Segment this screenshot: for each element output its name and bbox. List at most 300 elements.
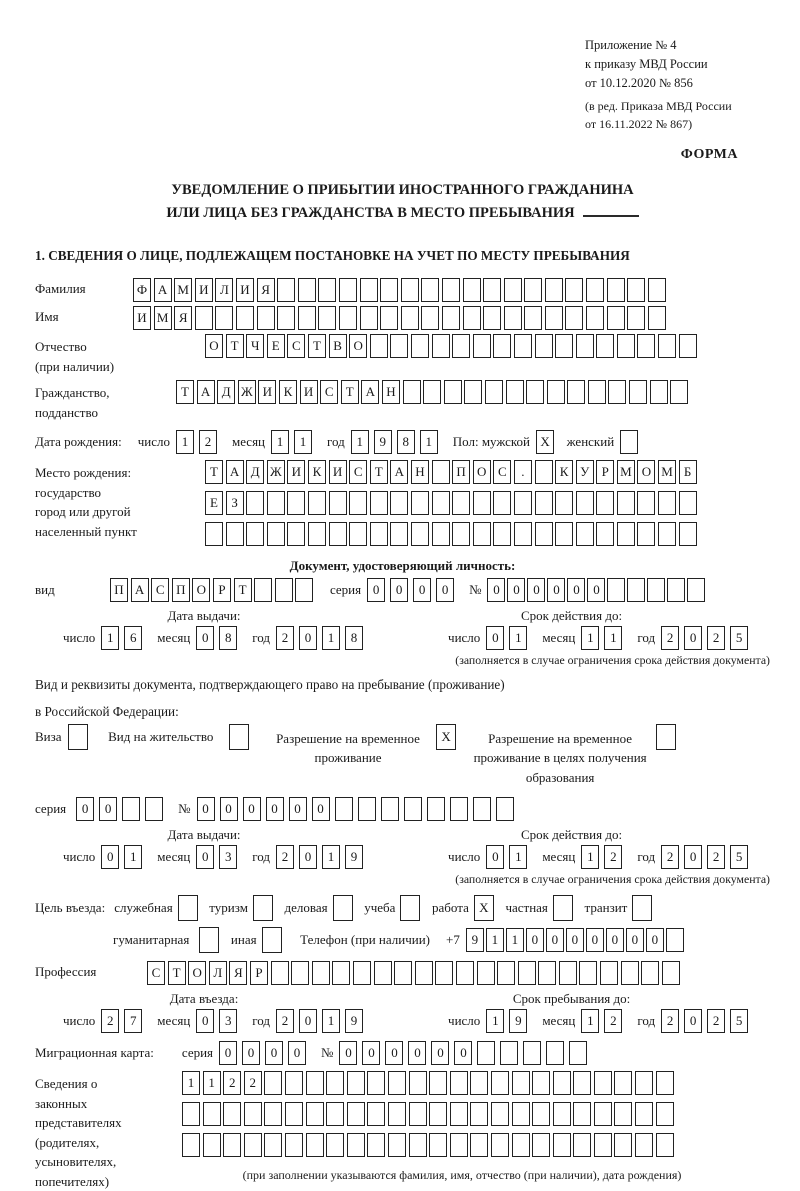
char-box[interactable] [306,1102,324,1126]
char-box[interactable] [326,1102,344,1126]
char-box[interactable] [349,522,367,546]
char-box[interactable] [450,1102,468,1126]
char-box[interactable] [267,491,285,515]
char-box[interactable] [506,380,524,404]
char-box[interactable] [553,1071,571,1095]
char-box[interactable]: 2 [276,845,294,869]
char-box[interactable]: 8 [219,626,237,650]
char-box[interactable] [429,1071,447,1095]
char-box[interactable]: Р [250,961,268,985]
char-box[interactable] [178,895,198,921]
char-box[interactable]: П [172,578,190,602]
char-box[interactable]: 3 [219,845,237,869]
char-box[interactable] [394,961,412,985]
char-box[interactable] [648,278,666,302]
char-box[interactable] [267,522,285,546]
char-box[interactable]: 8 [397,430,415,454]
char-box[interactable]: К [555,460,573,484]
char-box[interactable] [421,306,439,330]
char-box[interactable] [435,961,453,985]
char-box[interactable]: 9 [345,845,363,869]
char-box[interactable] [332,961,350,985]
char-box[interactable]: Т [168,961,186,985]
char-box[interactable]: 9 [374,430,392,454]
char-box[interactable] [477,1041,495,1065]
char-box[interactable]: 1 [271,430,289,454]
char-box[interactable]: X [474,895,494,921]
char-box[interactable]: 0 [242,1041,260,1065]
char-box[interactable] [637,522,655,546]
char-box[interactable]: 1 [101,626,119,650]
char-box[interactable]: В [329,334,347,358]
char-box[interactable]: Я [257,278,275,302]
char-box[interactable] [648,306,666,330]
char-box[interactable]: 2 [707,626,725,650]
char-box[interactable] [370,491,388,515]
char-box[interactable]: И [195,278,213,302]
char-box[interactable] [473,334,491,358]
char-box[interactable] [523,1041,541,1065]
char-box[interactable] [573,1071,591,1095]
char-box[interactable]: Р [213,578,231,602]
char-box[interactable] [670,380,688,404]
char-box[interactable] [195,306,213,330]
char-box[interactable] [318,306,336,330]
char-box[interactable] [287,491,305,515]
char-box[interactable] [524,278,542,302]
char-box[interactable] [291,961,309,985]
char-box[interactable] [452,334,470,358]
char-box[interactable]: 1 [322,1009,340,1033]
char-box[interactable]: К [279,380,297,404]
char-box[interactable] [370,334,388,358]
char-box[interactable]: 0 [431,1041,449,1065]
char-box[interactable]: 1 [581,845,599,869]
char-box[interactable] [287,522,305,546]
char-box[interactable] [367,1133,385,1157]
char-box[interactable]: 2 [707,1009,725,1033]
char-box[interactable] [647,578,665,602]
char-box[interactable]: 0 [587,578,605,602]
char-box[interactable] [493,491,511,515]
char-box[interactable] [546,1041,564,1065]
char-box[interactable]: О [473,460,491,484]
char-box[interactable]: 0 [454,1041,472,1065]
char-box[interactable]: О [637,460,655,484]
char-box[interactable]: О [349,334,367,358]
char-box[interactable]: И [258,380,276,404]
char-box[interactable]: Р [596,460,614,484]
char-box[interactable] [409,1102,427,1126]
char-box[interactable] [429,1102,447,1126]
char-box[interactable] [229,724,249,750]
char-box[interactable] [637,334,655,358]
char-box[interactable]: П [110,578,128,602]
char-box[interactable]: 7 [124,1009,142,1033]
char-box[interactable] [617,491,635,515]
char-box[interactable]: 1 [322,626,340,650]
char-box[interactable] [573,1133,591,1157]
char-box[interactable]: 1 [420,430,438,454]
char-box[interactable]: М [658,460,676,484]
char-box[interactable] [203,1133,221,1157]
char-box[interactable]: 1 [351,430,369,454]
char-box[interactable]: Т [341,380,359,404]
char-box[interactable]: А [390,460,408,484]
char-box[interactable] [656,1071,674,1095]
char-box[interactable] [559,961,577,985]
char-box[interactable]: X [436,724,456,750]
char-box[interactable] [452,491,470,515]
char-box[interactable]: Ф [133,278,151,302]
char-box[interactable]: 0 [684,626,702,650]
char-box[interactable] [182,1133,200,1157]
char-box[interactable]: 0 [606,928,624,952]
char-box[interactable] [463,278,481,302]
char-box[interactable] [358,797,376,821]
char-box[interactable]: 0 [413,578,431,602]
char-box[interactable] [452,522,470,546]
char-box[interactable] [641,961,659,985]
char-box[interactable] [565,278,583,302]
char-box[interactable] [360,278,378,302]
char-box[interactable]: 0 [196,845,214,869]
char-box[interactable] [253,895,273,921]
char-box[interactable]: Н [411,460,429,484]
char-box[interactable] [662,961,680,985]
char-box[interactable] [656,1133,674,1157]
char-box[interactable] [254,578,272,602]
char-box[interactable] [500,1041,518,1065]
char-box[interactable] [308,522,326,546]
char-box[interactable] [223,1133,241,1157]
char-box[interactable]: 0 [646,928,664,952]
char-box[interactable]: О [205,334,223,358]
char-box[interactable]: А [131,578,149,602]
char-box[interactable]: 0 [362,1041,380,1065]
char-box[interactable]: С [349,460,367,484]
char-box[interactable] [450,1133,468,1157]
char-box[interactable] [411,334,429,358]
char-box[interactable] [246,491,264,515]
char-box[interactable]: С [151,578,169,602]
char-box[interactable] [411,522,429,546]
char-box[interactable] [388,1102,406,1126]
char-box[interactable]: 8 [345,626,363,650]
char-box[interactable] [277,278,295,302]
char-box[interactable] [390,334,408,358]
char-box[interactable]: Я [229,961,247,985]
char-box[interactable]: О [192,578,210,602]
char-box[interactable] [353,961,371,985]
char-box[interactable] [553,1133,571,1157]
char-box[interactable] [567,380,585,404]
char-box[interactable]: 1 [486,928,504,952]
char-box[interactable] [329,522,347,546]
char-box[interactable] [295,578,313,602]
char-box[interactable] [491,1102,509,1126]
char-box[interactable] [635,1133,653,1157]
char-box[interactable]: 0 [76,797,94,821]
char-box[interactable]: М [154,306,172,330]
char-box[interactable] [485,380,503,404]
char-box[interactable] [518,961,536,985]
char-box[interactable] [306,1133,324,1157]
char-box[interactable] [576,522,594,546]
char-box[interactable]: 0 [546,928,564,952]
char-box[interactable] [339,278,357,302]
char-box[interactable] [555,522,573,546]
char-box[interactable]: 5 [730,1009,748,1033]
char-box[interactable]: Ж [267,460,285,484]
char-box[interactable]: Е [205,491,223,515]
char-box[interactable] [223,1102,241,1126]
char-box[interactable]: 1 [182,1071,200,1095]
char-box[interactable] [679,522,697,546]
char-box[interactable]: Т [234,578,252,602]
char-box[interactable] [483,306,501,330]
char-box[interactable] [512,1133,530,1157]
char-box[interactable] [347,1071,365,1095]
char-box[interactable]: 9 [466,928,484,952]
char-box[interactable] [347,1133,365,1157]
char-box[interactable] [257,306,275,330]
char-box[interactable] [298,306,316,330]
char-box[interactable] [215,306,233,330]
char-box[interactable] [635,1071,653,1095]
char-box[interactable] [473,522,491,546]
char-box[interactable]: 0 [266,797,284,821]
char-box[interactable] [318,278,336,302]
char-box[interactable] [122,797,140,821]
char-box[interactable] [388,1071,406,1095]
char-box[interactable]: Ж [238,380,256,404]
char-box[interactable] [496,797,514,821]
char-box[interactable]: 2 [661,1009,679,1033]
char-box[interactable] [444,380,462,404]
char-box[interactable] [650,380,668,404]
char-box[interactable]: М [174,278,192,302]
char-box[interactable] [617,522,635,546]
char-box[interactable] [450,797,468,821]
char-box[interactable] [349,491,367,515]
char-box[interactable] [596,522,614,546]
char-box[interactable] [380,278,398,302]
char-box[interactable]: 0 [243,797,261,821]
char-box[interactable]: А [226,460,244,484]
char-box[interactable]: 0 [299,845,317,869]
char-box[interactable]: 0 [526,928,544,952]
char-box[interactable] [285,1133,303,1157]
char-box[interactable] [620,430,638,454]
char-box[interactable]: С [320,380,338,404]
char-box[interactable] [512,1071,530,1095]
char-box[interactable] [470,1133,488,1157]
char-box[interactable]: 1 [509,845,527,869]
char-box[interactable] [607,578,625,602]
char-box[interactable] [658,334,676,358]
char-box[interactable]: Л [209,961,227,985]
char-box[interactable]: 0 [265,1041,283,1065]
char-box[interactable] [463,306,481,330]
char-box[interactable]: 0 [408,1041,426,1065]
char-box[interactable] [532,1133,550,1157]
char-box[interactable]: С [493,460,511,484]
char-box[interactable] [545,278,563,302]
char-box[interactable] [262,927,282,953]
char-box[interactable] [380,306,398,330]
char-box[interactable]: О [188,961,206,985]
char-box[interactable] [390,491,408,515]
char-box[interactable]: Д [217,380,235,404]
char-box[interactable] [145,797,163,821]
char-box[interactable]: 0 [367,578,385,602]
char-box[interactable] [360,306,378,330]
char-box[interactable] [432,460,450,484]
char-box[interactable] [404,797,422,821]
char-box[interactable] [367,1102,385,1126]
char-box[interactable] [532,1102,550,1126]
char-box[interactable]: Т [370,460,388,484]
char-box[interactable] [514,491,532,515]
char-box[interactable] [339,306,357,330]
char-box[interactable] [381,797,399,821]
char-box[interactable]: А [361,380,379,404]
char-box[interactable]: Ч [246,334,264,358]
char-box[interactable]: П [452,460,470,484]
char-box[interactable] [635,1102,653,1126]
char-box[interactable] [667,578,685,602]
char-box[interactable]: 2 [223,1071,241,1095]
char-box[interactable]: 0 [289,797,307,821]
char-box[interactable] [246,522,264,546]
char-box[interactable]: 3 [219,1009,237,1033]
char-box[interactable]: 2 [276,1009,294,1033]
char-box[interactable]: С [287,334,305,358]
char-box[interactable]: Т [226,334,244,358]
char-box[interactable]: 0 [99,797,117,821]
char-box[interactable] [388,1133,406,1157]
char-box[interactable] [442,278,460,302]
char-box[interactable] [68,724,88,750]
char-box[interactable] [203,1102,221,1126]
char-box[interactable] [594,1102,612,1126]
char-box[interactable]: 1 [176,430,194,454]
char-box[interactable] [427,797,445,821]
char-box[interactable] [547,380,565,404]
char-box[interactable]: 2 [707,845,725,869]
char-box[interactable]: А [154,278,172,302]
char-box[interactable]: С [147,961,165,985]
char-box[interactable] [244,1102,262,1126]
char-box[interactable]: 0 [487,578,505,602]
char-box[interactable]: 0 [385,1041,403,1065]
char-box[interactable] [627,278,645,302]
char-box[interactable] [432,522,450,546]
char-box[interactable] [285,1102,303,1126]
char-box[interactable] [326,1133,344,1157]
char-box[interactable] [271,961,289,985]
char-box[interactable] [409,1133,427,1157]
char-box[interactable]: 1 [509,626,527,650]
char-box[interactable] [600,961,618,985]
char-box[interactable] [586,306,604,330]
char-box[interactable] [545,306,563,330]
char-box[interactable]: 1 [581,626,599,650]
char-box[interactable]: 0 [196,626,214,650]
char-box[interactable] [456,961,474,985]
char-box[interactable] [538,961,556,985]
char-box[interactable] [491,1133,509,1157]
char-box[interactable]: 0 [626,928,644,952]
char-box[interactable] [614,1102,632,1126]
char-box[interactable]: 2 [276,626,294,650]
char-box[interactable]: Н [382,380,400,404]
char-box[interactable]: 5 [730,626,748,650]
char-box[interactable] [607,278,625,302]
char-box[interactable]: 9 [509,1009,527,1033]
char-box[interactable]: 0 [197,797,215,821]
char-box[interactable] [524,306,542,330]
char-box[interactable]: 1 [294,430,312,454]
char-box[interactable] [687,578,705,602]
char-box[interactable]: 0 [527,578,545,602]
char-box[interactable] [473,797,491,821]
char-box[interactable] [347,1102,365,1126]
char-box[interactable] [569,1041,587,1065]
char-box[interactable] [596,491,614,515]
char-box[interactable] [535,491,553,515]
char-box[interactable] [182,1102,200,1126]
char-box[interactable] [411,491,429,515]
char-box[interactable] [493,334,511,358]
char-box[interactable]: И [133,306,151,330]
char-box[interactable]: И [329,460,347,484]
char-box[interactable] [470,1102,488,1126]
char-box[interactable] [553,895,573,921]
char-box[interactable]: Е [267,334,285,358]
char-box[interactable]: 0 [566,928,584,952]
char-box[interactable]: 2 [661,845,679,869]
char-box[interactable] [594,1133,612,1157]
char-box[interactable] [555,334,573,358]
char-box[interactable] [588,380,606,404]
char-box[interactable] [275,578,293,602]
char-box[interactable] [298,278,316,302]
char-box[interactable] [403,380,421,404]
char-box[interactable]: 2 [604,1009,622,1033]
char-box[interactable]: 0 [220,797,238,821]
char-box[interactable] [423,380,441,404]
char-box[interactable] [400,895,420,921]
char-box[interactable] [205,522,223,546]
char-box[interactable] [401,306,419,330]
char-box[interactable]: 0 [486,626,504,650]
char-box[interactable] [614,1133,632,1157]
char-box[interactable]: 0 [196,1009,214,1033]
char-box[interactable]: 1 [581,1009,599,1033]
char-box[interactable] [264,1102,282,1126]
char-box[interactable] [627,578,645,602]
char-box[interactable] [244,1133,262,1157]
char-box[interactable]: 0 [567,578,585,602]
char-box[interactable]: 0 [486,845,504,869]
char-box[interactable] [586,278,604,302]
char-box[interactable] [308,491,326,515]
char-box[interactable] [614,1071,632,1095]
char-box[interactable] [504,306,522,330]
char-box[interactable]: Б [679,460,697,484]
